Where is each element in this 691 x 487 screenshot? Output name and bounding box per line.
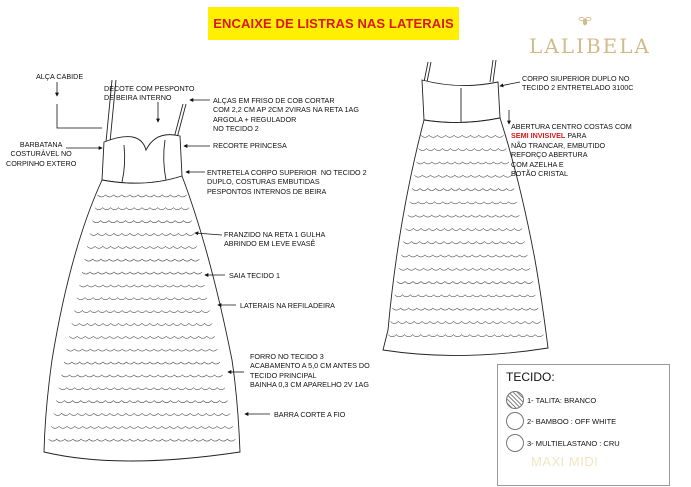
note-hem: BARRA CORTE A FIO xyxy=(274,410,346,419)
note-opening-rest: NÃO TRANCAR, EMBUTIDO REFORÇO ABERTURA COM AZELHA E BOTÃO CRISTAL xyxy=(511,140,606,179)
title-bar xyxy=(208,7,459,40)
note-boning: BARBATANA COSTURÁVEL NO CORPINHO EXTERO xyxy=(6,140,77,168)
fabric-swatch-2 xyxy=(506,412,524,430)
legend-item-2 xyxy=(506,412,616,430)
brand-logo: LALIBELA xyxy=(529,34,651,58)
legend-label-3: 3- MULTIELASTANO : CRU xyxy=(527,438,620,448)
note-interlining: ENTRETELA CORPO SUPERIOR NO TECIDO 2 DUPLO, COSTURAS EMBUTIDAS PESPONTOS INTERNOS DE BEIRA xyxy=(207,168,367,196)
fabric-swatch-1 xyxy=(506,391,524,409)
note-sides: LATERAIS NA REFILADEIRA xyxy=(240,301,335,310)
back-leaders xyxy=(500,82,520,124)
legend-item-1 xyxy=(506,391,596,409)
note-neckline: DECOTE COM PESPONTO DE BEIRA INTERNO xyxy=(104,84,195,103)
note-opening-line1: ABERTURA CENTRO COSTAS COM xyxy=(511,122,632,131)
note-straps-detail: ALÇAS EM FRISO DE COB CORTAR COM 2,2 CM AP 2CM 2VIRAS NA RETA 1AG ARGOLA + REGULADOR NO TECIDO 2 xyxy=(213,96,359,134)
note-princess: RECORTE PRINCESA xyxy=(213,141,287,150)
fabric-swatch-3 xyxy=(506,434,524,452)
legend-label-1: 1- TALITA: BRANCO xyxy=(527,395,597,405)
legend-item-3 xyxy=(506,434,620,452)
model-name: MAXI MIDI xyxy=(531,454,599,469)
front-dress xyxy=(44,80,240,461)
note-skirt: SAIA TECIDO 1 xyxy=(229,271,280,280)
note-opening-red: SEMI INVISIVEL xyxy=(511,131,566,141)
legend-label-2: 2- BAMBOO : OFF WHITE xyxy=(527,416,617,426)
note-lining: FORRO NO TECIDO 3 ACABAMENTO A 5,0 CM ANTES DO TECIDO PRINCIPAL BAINHA 0,3 CM APARELHO 2V 1AG xyxy=(250,352,370,390)
legend-title: TECIDO: xyxy=(506,370,555,384)
note-opening xyxy=(511,122,632,178)
page-title: ENCAIXE DE LISTRAS NAS LATERAIS xyxy=(213,16,454,31)
note-gathering: FRANZIDO NA RETA 1 GULHA ABRINDO EM LEVE EVASÊ xyxy=(224,230,326,249)
bee-logo-icon xyxy=(578,14,592,28)
note-upper-body: CORPO SIUPERIOR DUPLO NO TECIDO 2 ENTRETELADO 3100C xyxy=(522,74,634,93)
back-dress xyxy=(383,60,548,356)
note-strap: ALÇA CABIDE xyxy=(36,72,84,81)
note-opening-line2: PARA xyxy=(565,131,587,141)
